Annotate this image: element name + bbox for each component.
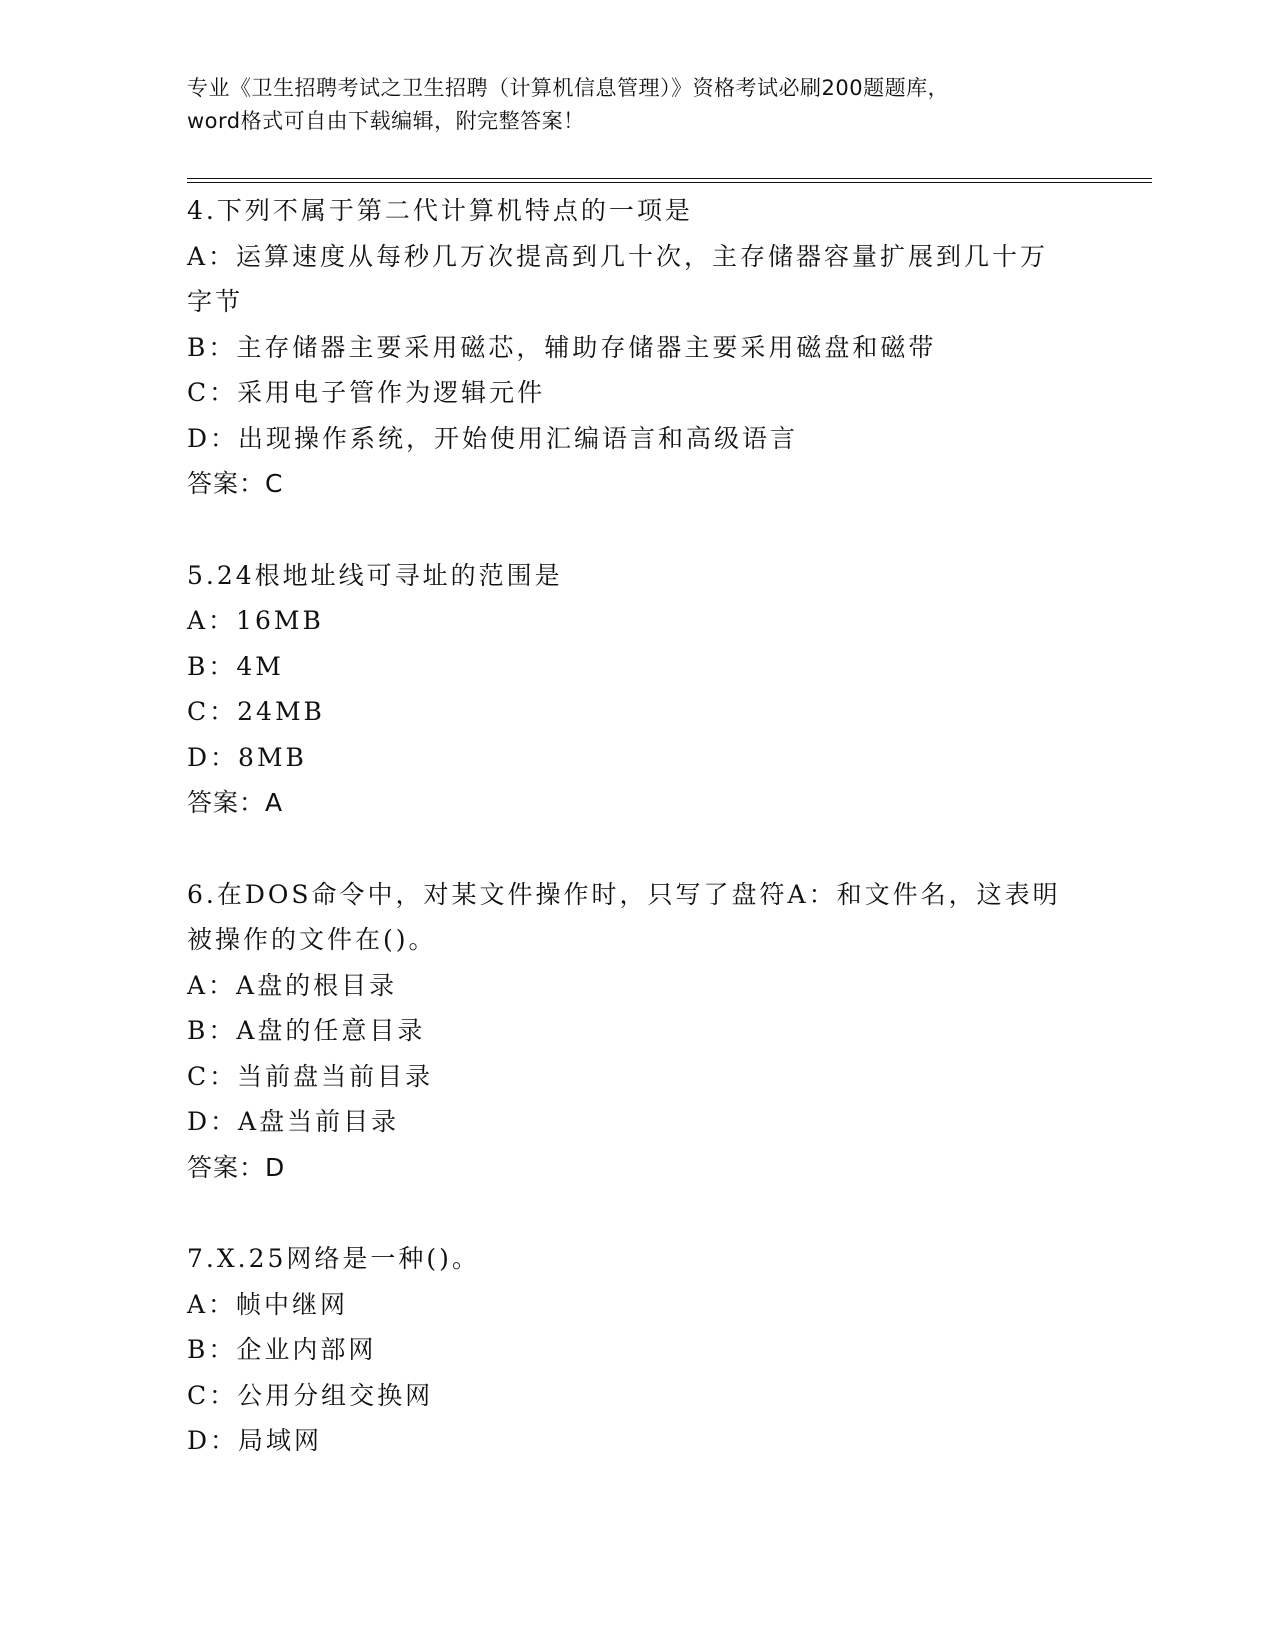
question-stem: 7.X.25网络是一种()。: [187, 1244, 480, 1273]
option-c: C：当前盘当前目录: [187, 1061, 434, 1091]
option-d: D：8MB: [187, 742, 307, 772]
question-list: [187, 188, 1147, 1510]
option-c: C：采用电子管作为逻辑元件: [187, 378, 546, 407]
option-d: D：A盘当前目录: [187, 1107, 400, 1136]
question-stem: 5.24根地址线可寻址的范围是: [187, 560, 563, 590]
question-4: [187, 188, 1147, 507]
option-b: B：企业内部网: [187, 1335, 377, 1364]
question-stem: 4.下列不属于第二代计算机特点的一项是: [187, 196, 693, 225]
option-d: D：出现操作系统，开始使用汇编语言和高级语言: [187, 423, 799, 453]
option-d: D：局域网: [187, 1426, 323, 1455]
option-a: A：A盘的根目录: [187, 970, 398, 1000]
option-c: C：公用分组交换网: [187, 1380, 434, 1410]
document-header: [187, 72, 1087, 138]
option-a: A：帧中继网: [187, 1289, 349, 1319]
option-c: C：24MB: [187, 697, 325, 726]
question-5: [187, 553, 1147, 826]
question-6: [187, 872, 1147, 1191]
header-line-1: 专业《卫生招聘考试之卫生招聘（计算机信息管理）》资格考试必刷200题题库，: [187, 76, 950, 100]
option-b: B：A盘的任意目录: [187, 1016, 426, 1045]
option-b: B：4M: [187, 651, 284, 681]
option-b: B：主存储器主要采用磁芯，辅助存储器主要采用磁盘和磁带: [187, 332, 937, 362]
header-divider-top: [187, 178, 1152, 179]
header-divider-bottom: [187, 182, 1152, 183]
question-7: [187, 1236, 1147, 1464]
header-line-2: word格式可自由下载编辑，附完整答案！: [187, 109, 585, 133]
answer-line: 答案：A: [187, 788, 284, 817]
option-a: A：16MB: [187, 606, 324, 635]
answer-line: 答案：D: [187, 1152, 286, 1182]
question-stem: 6.在DOS命令中，对某文件操作时，只写了盘符A：和文件名，这表明被操作的文件在()。: [187, 879, 1061, 954]
answer-line: 答案：C: [187, 469, 284, 498]
option-a: A：运算速度从每秒几万次提高到几十次，主存储器容量扩展到几十万字节: [187, 241, 1049, 316]
